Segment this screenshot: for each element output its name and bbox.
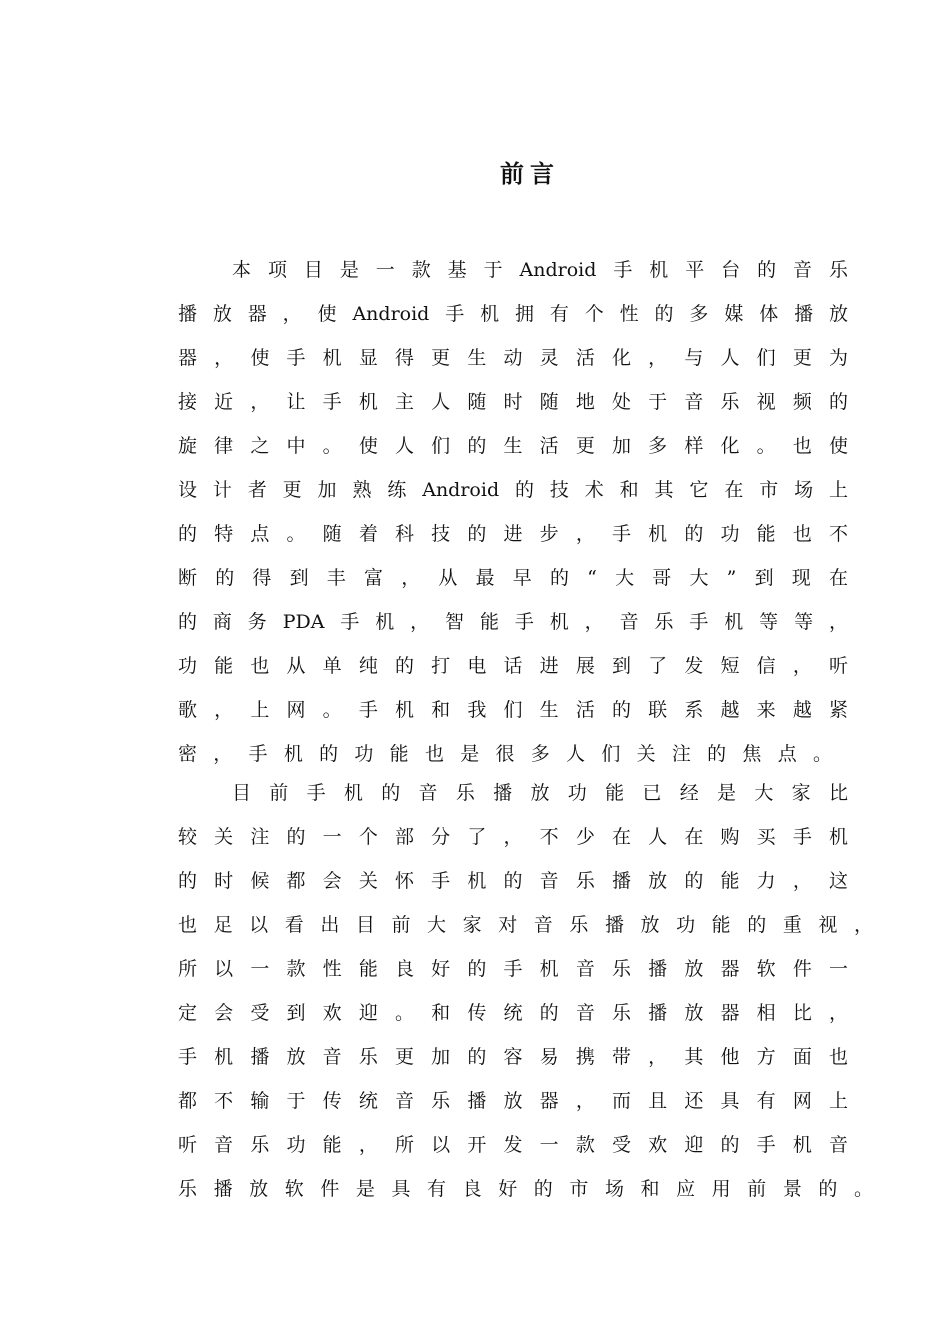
paragraph-2-line-5: 所以一款性能良好的手机音乐播放器软件一 [178, 958, 848, 980]
paragraph-2-line-4: 也足以看出目前大家对音乐播放功能的重视， [178, 914, 873, 936]
paragraph-1-line-4: 接近，让手机主人随时随地处于音乐视频的 [178, 391, 848, 413]
paragraph-1-line-5: 旋律之中。使人们的生活更加多样化。也使 [178, 435, 848, 457]
paragraph-1-line-6: 设计者更加熟练Android的技术和其它在市场上 [178, 479, 848, 501]
page-title: 前言 [500, 160, 560, 188]
paragraph-2-line-1: 目前手机的音乐播放功能已经是大家比 [232, 782, 848, 804]
paragraph-1-line-11: 歌，上网。手机和我们生活的联系越来越紧 [178, 699, 848, 721]
paragraph-1-line-7: 的特点。随着科技的进步，手机的功能也不 [178, 523, 848, 545]
paragraph-1-line-9: 的商务PDA手机，智能手机，音乐手机等等， [178, 611, 848, 633]
paragraph-1-line-10: 功能也从单纯的打电话进展到了发短信，听 [178, 655, 848, 677]
paragraph-2-line-2: 较关注的一个部分了，不少在人在购买手机 [178, 826, 848, 848]
paragraph-1-line-12: 密，手机的功能也是很多人们关注的焦点。 [178, 743, 832, 765]
paragraph-2-line-6: 定会受到欢迎。和传统的音乐播放器相比， [178, 1002, 848, 1024]
paragraph-2-line-7: 手机播放音乐更加的容易携带，其他方面也 [178, 1046, 848, 1068]
paragraph-1-line-2: 播放器，使Android手机拥有个性的多媒体播放 [178, 303, 848, 325]
paragraph-1-line-1: 本项目是一款基于Android手机平台的音乐 [232, 259, 848, 281]
paragraph-1-line-3: 器，使手机显得更生动灵活化，与人们更为 [178, 347, 848, 369]
paragraph-2-line-9: 听音乐功能，所以开发一款受欢迎的手机音 [178, 1134, 848, 1156]
paragraph-2-line-10: 乐播放软件是具有良好的市场和应用前景的。 [178, 1178, 873, 1200]
paragraph-2-line-8: 都不输于传统音乐播放器，而且还具有网上 [178, 1090, 848, 1112]
paragraph-1-line-8: 断的得到丰富，从最早的“大哥大”到现在 [178, 567, 848, 589]
paragraph-2-line-3: 的时候都会关怀手机的音乐播放的能力，这 [178, 870, 848, 892]
